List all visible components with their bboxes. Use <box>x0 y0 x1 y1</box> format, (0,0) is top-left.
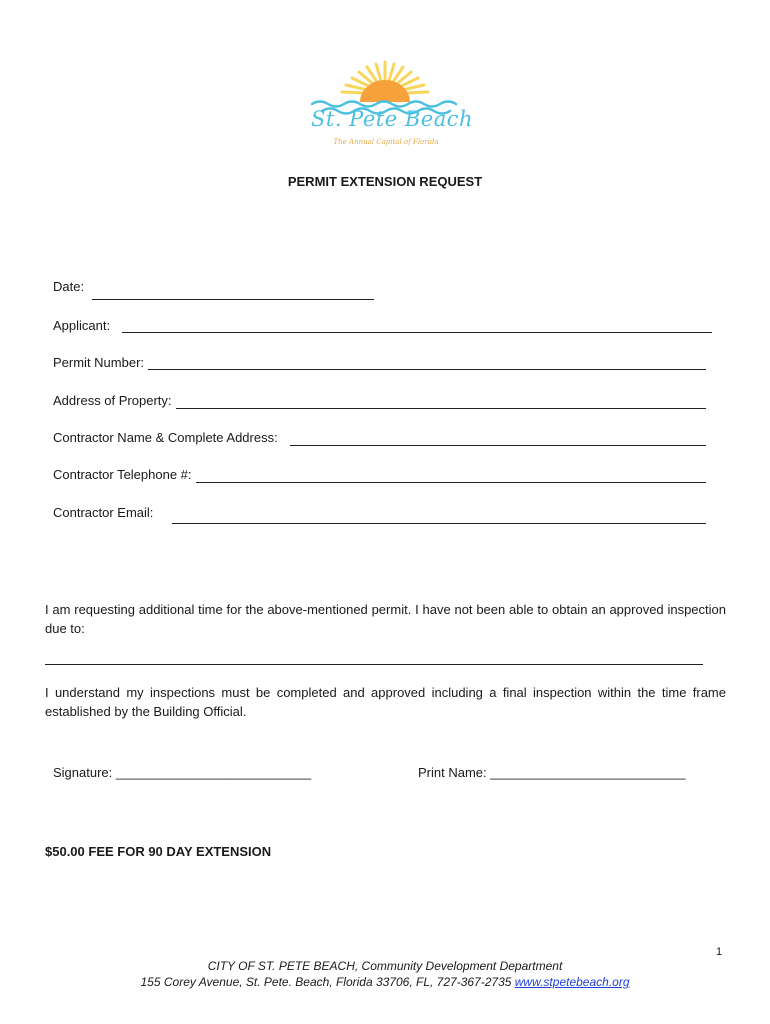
address-of-property-field[interactable] <box>176 392 706 409</box>
contractor-email-field[interactable] <box>172 507 706 524</box>
footer-department: CITY OF ST. PETE BEACH, Community Development Department <box>207 959 563 973</box>
contractor-name-address-label: Contractor Name & Complete Address: <box>53 430 278 445</box>
request-paragraph: I am requesting additional time for the above-mentioned permit. I have not been able to obtain an approved inspection due to: <box>45 602 726 636</box>
permit-number-field[interactable] <box>148 353 706 370</box>
sun-icon <box>360 80 410 102</box>
fee-notice: $50.00 FEE FOR 90 DAY EXTENSION <box>45 844 272 859</box>
applicant-field[interactable] <box>122 316 712 333</box>
understand-paragraph: I understand my inspections must be completed and approved including a final inspection within the time frame established by the Building Official. <box>45 685 726 719</box>
contractor-telephone-label: Contractor Telephone #: <box>53 467 192 482</box>
address-of-property-label: Address of Property: <box>53 393 172 408</box>
signature-field[interactable]: Signature: ___________________________ <box>53 765 312 780</box>
date-label: Date: <box>53 279 85 294</box>
logo-tagline: The Annual Capital of Florida <box>333 138 439 146</box>
page-number: 1 <box>716 946 723 958</box>
footer-address <box>0 974 770 990</box>
print-name-field[interactable]: Print Name: ___________________________ <box>418 765 686 780</box>
website-link[interactable]: www.stpetebeach.org <box>514 975 630 989</box>
permit-number-label: Permit Number: <box>53 355 145 370</box>
applicant-label: Applicant: <box>53 318 111 333</box>
contractor-name-address-field[interactable] <box>290 429 706 446</box>
date-field[interactable] <box>92 283 374 300</box>
footer-address-text: 155 Corey Avenue, St. Pete. Beach, Florida 33706, FL, 727-367-2735 <box>140 975 512 989</box>
inspection-reason-line[interactable] <box>45 664 703 665</box>
contractor-email-label: Contractor Email: <box>53 505 154 520</box>
logo-wordmark: St. Pete Beach <box>311 107 473 131</box>
page-title: PERMIT EXTENSION REQUEST <box>287 174 483 189</box>
contractor-telephone-field[interactable] <box>196 466 706 483</box>
